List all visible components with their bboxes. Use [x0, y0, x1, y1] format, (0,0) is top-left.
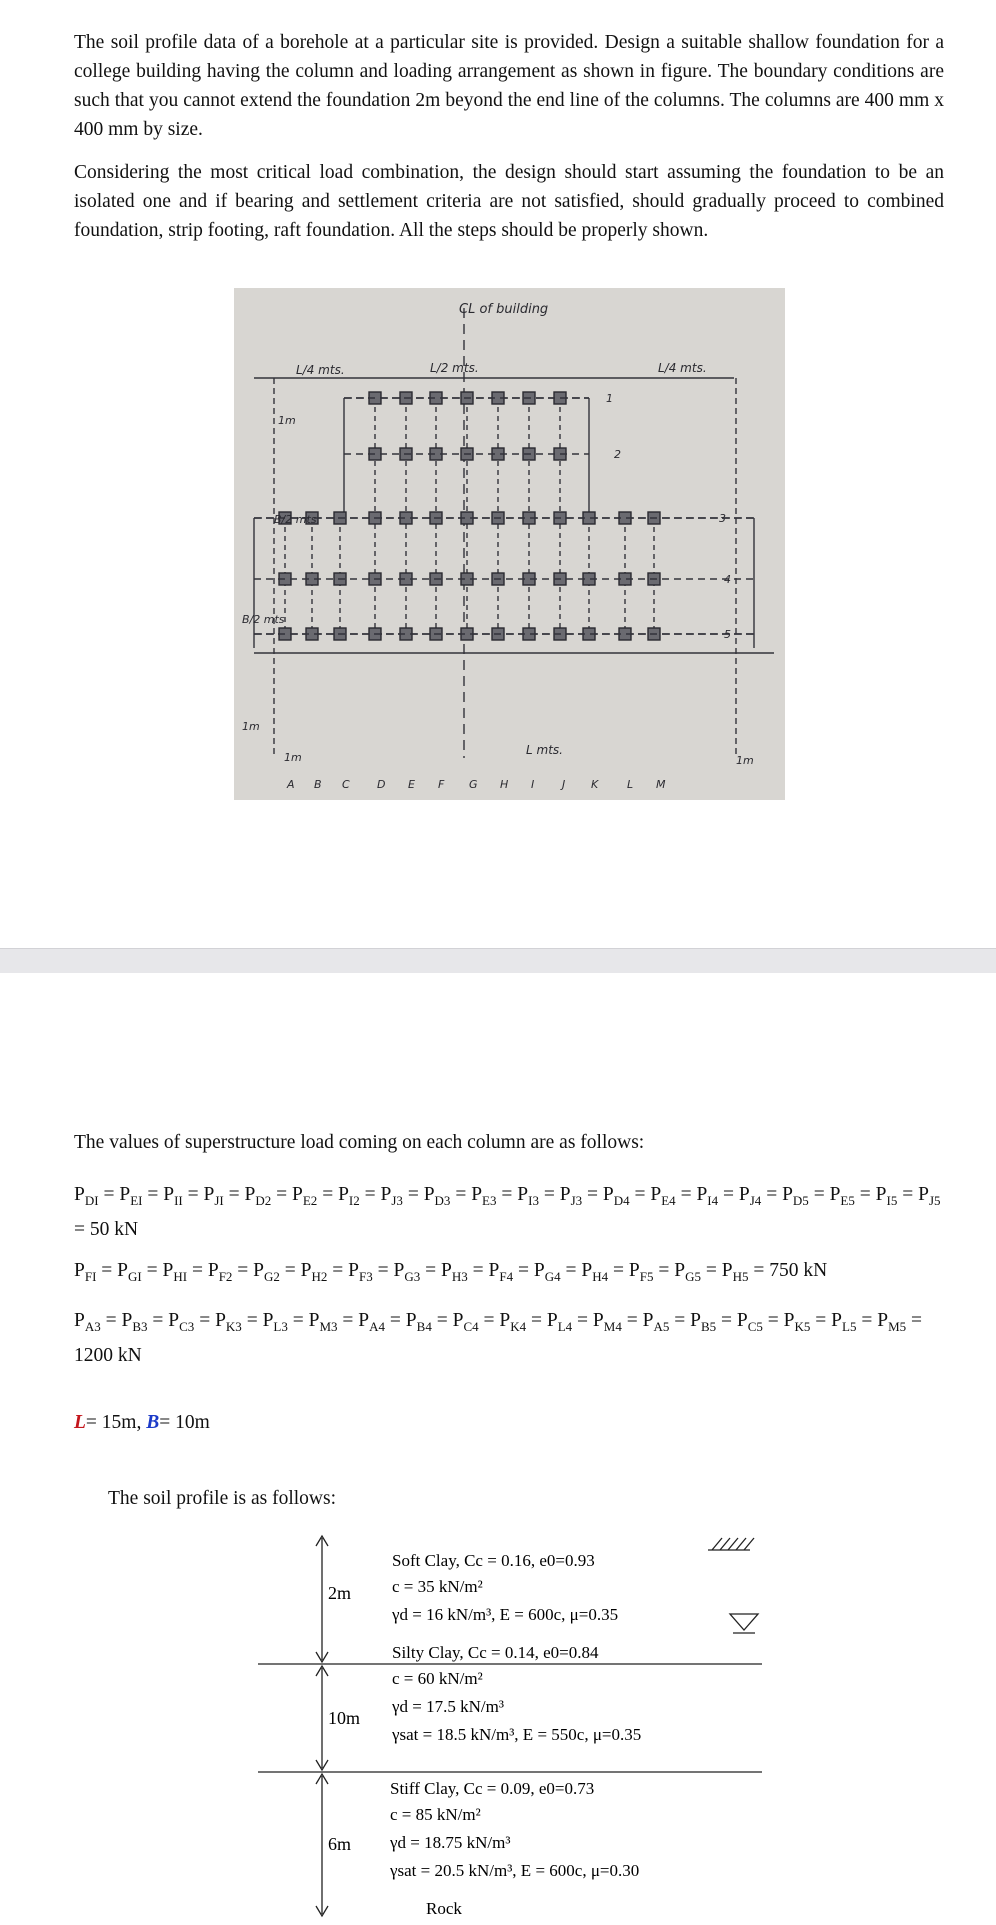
col-label: A [287, 778, 295, 791]
load-term: $P_{I3}$ [517, 1184, 539, 1208]
load-value: 1200 kN [74, 1344, 142, 1366]
soil-profile [250, 1532, 770, 1920]
layer-2-line-1: Silty Clay, Cc = 0.14, e0=0.84 [392, 1643, 599, 1662]
layer-3-line-2: c = 85 kN/m² [390, 1805, 481, 1824]
col-label: J [562, 778, 566, 791]
load-term: $P_{J3}$ [559, 1184, 583, 1208]
load-term: $P_{EI}$ [119, 1184, 143, 1208]
load-term: $P_{K4}$ [499, 1310, 527, 1334]
dim-top-mid: L/2 mts. [430, 361, 479, 375]
dim-1m-top: 1m [278, 414, 296, 427]
col-label: E [408, 778, 415, 791]
load-term: $P_{GI}$ [117, 1260, 142, 1284]
centerline-label: CL of building [459, 302, 549, 317]
row-label: 1 [606, 392, 613, 405]
col-label: C [342, 778, 350, 791]
loads-intro: The values of superstructure load coming on each column are as follows: [74, 1132, 645, 1153]
problem-paragraph-1: The soil profile data of a borehole at a particular site is provided. Design a suitable shallow foundation for a college building having the column and loading arrangement as shown in figure. The boundary conditions are such that you cannot extend the foundation 2m beyond the end line of the columns. The columns are 400 mm x 400 mm by size. [74, 32, 944, 140]
load-term: $P_{I4}$ [696, 1184, 719, 1208]
col-label: G [469, 778, 478, 791]
load-term: $P_{F3}$ [348, 1260, 373, 1284]
layer-2-line-2: c = 60 kN/m² [392, 1669, 483, 1688]
layer-3-line-1: Stiff Clay, Cc = 0.09, e0=0.73 [390, 1779, 595, 1798]
col-label: H [500, 778, 509, 791]
load-term: $P_{A3}$ [74, 1310, 101, 1334]
layer-2-line-3: γd = 17.5 kN/m³ [392, 1697, 504, 1716]
load-term: $P_{D3}$ [423, 1184, 451, 1208]
L-value: = 15m, [85, 1412, 147, 1433]
load-term: $P_{B3}$ [121, 1310, 148, 1334]
load-term: $P_{C4}$ [452, 1310, 479, 1334]
col-label: L [627, 778, 634, 791]
load-term: $P_{L4}$ [546, 1310, 573, 1334]
layer-2-line-4: γsat = 18.5 kN/m³, E = 550c, μ=0.35 [392, 1725, 642, 1744]
load-term: $P_{FI}$ [74, 1260, 97, 1284]
L-label: L [74, 1412, 86, 1433]
col-label: B [314, 778, 322, 791]
load-term: $P_{A5}$ [642, 1310, 670, 1334]
soil-heading: The soil profile is as follows: [108, 1488, 337, 1509]
load-equation-group-2: $P_{FI} = P_{GI} = P_{HI} = P_{F2} = P_{G2} = P_{H2} = P_{F3} = P_{G3} = P_{H3} = P_{F4} = P_{G4} = P_{H4} = P_{F5} = P_{G5} = P_{H5} = 750$ kN [74, 1260, 828, 1284]
load-term: $P_{B4}$ [405, 1310, 432, 1334]
load-term: $P_{B5}$ [690, 1310, 717, 1334]
load-term: $P_{F5}$ [628, 1260, 654, 1284]
load-term: $P_{II}$ [163, 1184, 183, 1208]
column-layout-sketch [234, 288, 785, 800]
load-term: $P_{G5}$ [674, 1260, 701, 1284]
row-label: 3 [719, 512, 726, 525]
load-term: $P_{I2}$ [338, 1184, 360, 1208]
load-term: $P_{HI}$ [162, 1260, 188, 1284]
load-term: $P_{H3}$ [441, 1260, 468, 1284]
load-term: $P_{F2}$ [207, 1260, 233, 1284]
col-label: M [656, 778, 666, 791]
load-term: $P_{G4}$ [533, 1260, 561, 1284]
dim-bottom-L: L mts. [526, 743, 563, 757]
load-term: $P_{C5}$ [736, 1310, 763, 1334]
page-separator [0, 948, 996, 973]
B-value: = 10m [159, 1412, 210, 1433]
row-label: 4 [724, 573, 731, 586]
col-label: F [438, 778, 445, 791]
col-label: I [531, 778, 535, 791]
load-term: $P_{H2}$ [300, 1260, 328, 1284]
layer-3-line-3: γd = 18.75 kN/m³ [390, 1833, 511, 1852]
load-term: $P_{K5}$ [783, 1310, 811, 1334]
row-label: 5 [724, 628, 731, 641]
layer-1-line-3: γd = 16 kN/m³, E = 600c, μ=0.35 [392, 1605, 619, 1624]
layer-3-thickness: 6m [328, 1834, 352, 1854]
load-term: $P_{F4}$ [488, 1260, 514, 1284]
dim-bottom-1m-left: 1m [284, 751, 302, 764]
load-term: $P_{A4}$ [358, 1310, 386, 1334]
layer-3-line-4: γsat = 20.5 kN/m³, E = 600c, μ=0.30 [390, 1861, 640, 1880]
dim-top-right: L/4 mts. [658, 361, 707, 375]
load-term: $P_{M5}$ [877, 1310, 907, 1334]
load-term: $P_{E2}$ [292, 1184, 318, 1208]
load-term: $P_{E4}$ [650, 1184, 676, 1208]
dim-left-b2: B/2 mts [242, 613, 285, 626]
load-term: $P_{G2}$ [253, 1260, 280, 1284]
layer-2-thickness: 10m [328, 1708, 361, 1728]
col-label: K [591, 778, 599, 791]
plan-dimensions [74, 1412, 210, 1434]
load-term: $P_{D4}$ [602, 1184, 630, 1208]
load-term: $P_{K3}$ [215, 1310, 242, 1334]
load-term: $P_{E5}$ [829, 1184, 855, 1208]
dim-bottom-1m-right: 1m [736, 754, 754, 767]
load-term: $P_{H5}$ [721, 1260, 749, 1284]
load-term: $P_{J4}$ [738, 1184, 762, 1208]
load-term: $P_{D2}$ [244, 1184, 272, 1208]
base-rock: Rock [426, 1899, 462, 1918]
load-term: $P_{J3}$ [380, 1184, 403, 1208]
B-label: B [146, 1412, 160, 1433]
load-value: 50 kN [89, 1218, 139, 1240]
dim-b2: B/2 mts. [274, 513, 321, 526]
layer-1-line-2: c = 35 kN/m² [392, 1577, 483, 1596]
load-term: $P_{L5}$ [831, 1310, 857, 1334]
load-term: $P_{H4}$ [581, 1260, 609, 1284]
load-term: $P_{M4}$ [592, 1310, 622, 1334]
load-term: $P_{DI}$ [74, 1184, 99, 1208]
load-term: $P_{L3}$ [262, 1310, 288, 1334]
load-value: 750 kN [769, 1260, 828, 1281]
dim-left-1m: 1m [242, 720, 260, 733]
load-term: $P_{I5}$ [875, 1184, 898, 1208]
load-equation-group-3: $P_{A3} = P_{B3} = P_{C3} = P_{K3} = P_{L3} = P_{M3} = P_{A4} = P_{B4} = P_{C4} = P_{K4} = P_{L4} = P_{M4} = P_{A5} = P_{B5} = P_{C5} = P_{K5} = P_{L5} = P_{M5} = 1200$ kN [74, 1310, 923, 1366]
load-term: $P_{E3}$ [471, 1184, 497, 1208]
load-term: $P_{D5}$ [782, 1184, 809, 1208]
load-equation-group-1: $P_{DI} = P_{EI} = P_{II} = P_{JI} = P_{D2} = P_{E2} = P_{I2} = P_{J3} = P_{D3} = P_{E3} = P_{I3} = P_{J3} = P_{D4} = P_{E4} = P_{I4} = P_{J4} = P_{D5} = P_{E5} = P_{I5} = P_{J5} = 50$ kN [74, 1184, 941, 1240]
layer-1-thickness: 2m [328, 1583, 352, 1603]
load-term: $P_{C3}$ [168, 1310, 195, 1334]
load-term: $P_{M3}$ [308, 1310, 338, 1334]
problem-paragraph-2: Considering the most critical load combination, the design should start assuming the foundation to be an isolated one and if bearing and settlement criteria are not satisfied, should gradually proceed to combined foundation, strip footing, raft foundation. All the steps should be properly shown. [74, 162, 944, 241]
dim-top-left: L/4 mts. [296, 363, 345, 377]
load-term: $P_{J5}$ [918, 1184, 941, 1208]
load-term: $P_{JI}$ [203, 1184, 224, 1208]
layer-1-line-1: Soft Clay, Cc = 0.16, e0=0.93 [392, 1551, 595, 1570]
row-label: 2 [614, 448, 621, 461]
col-label: D [377, 778, 386, 791]
load-term: $P_{G3}$ [393, 1260, 421, 1284]
